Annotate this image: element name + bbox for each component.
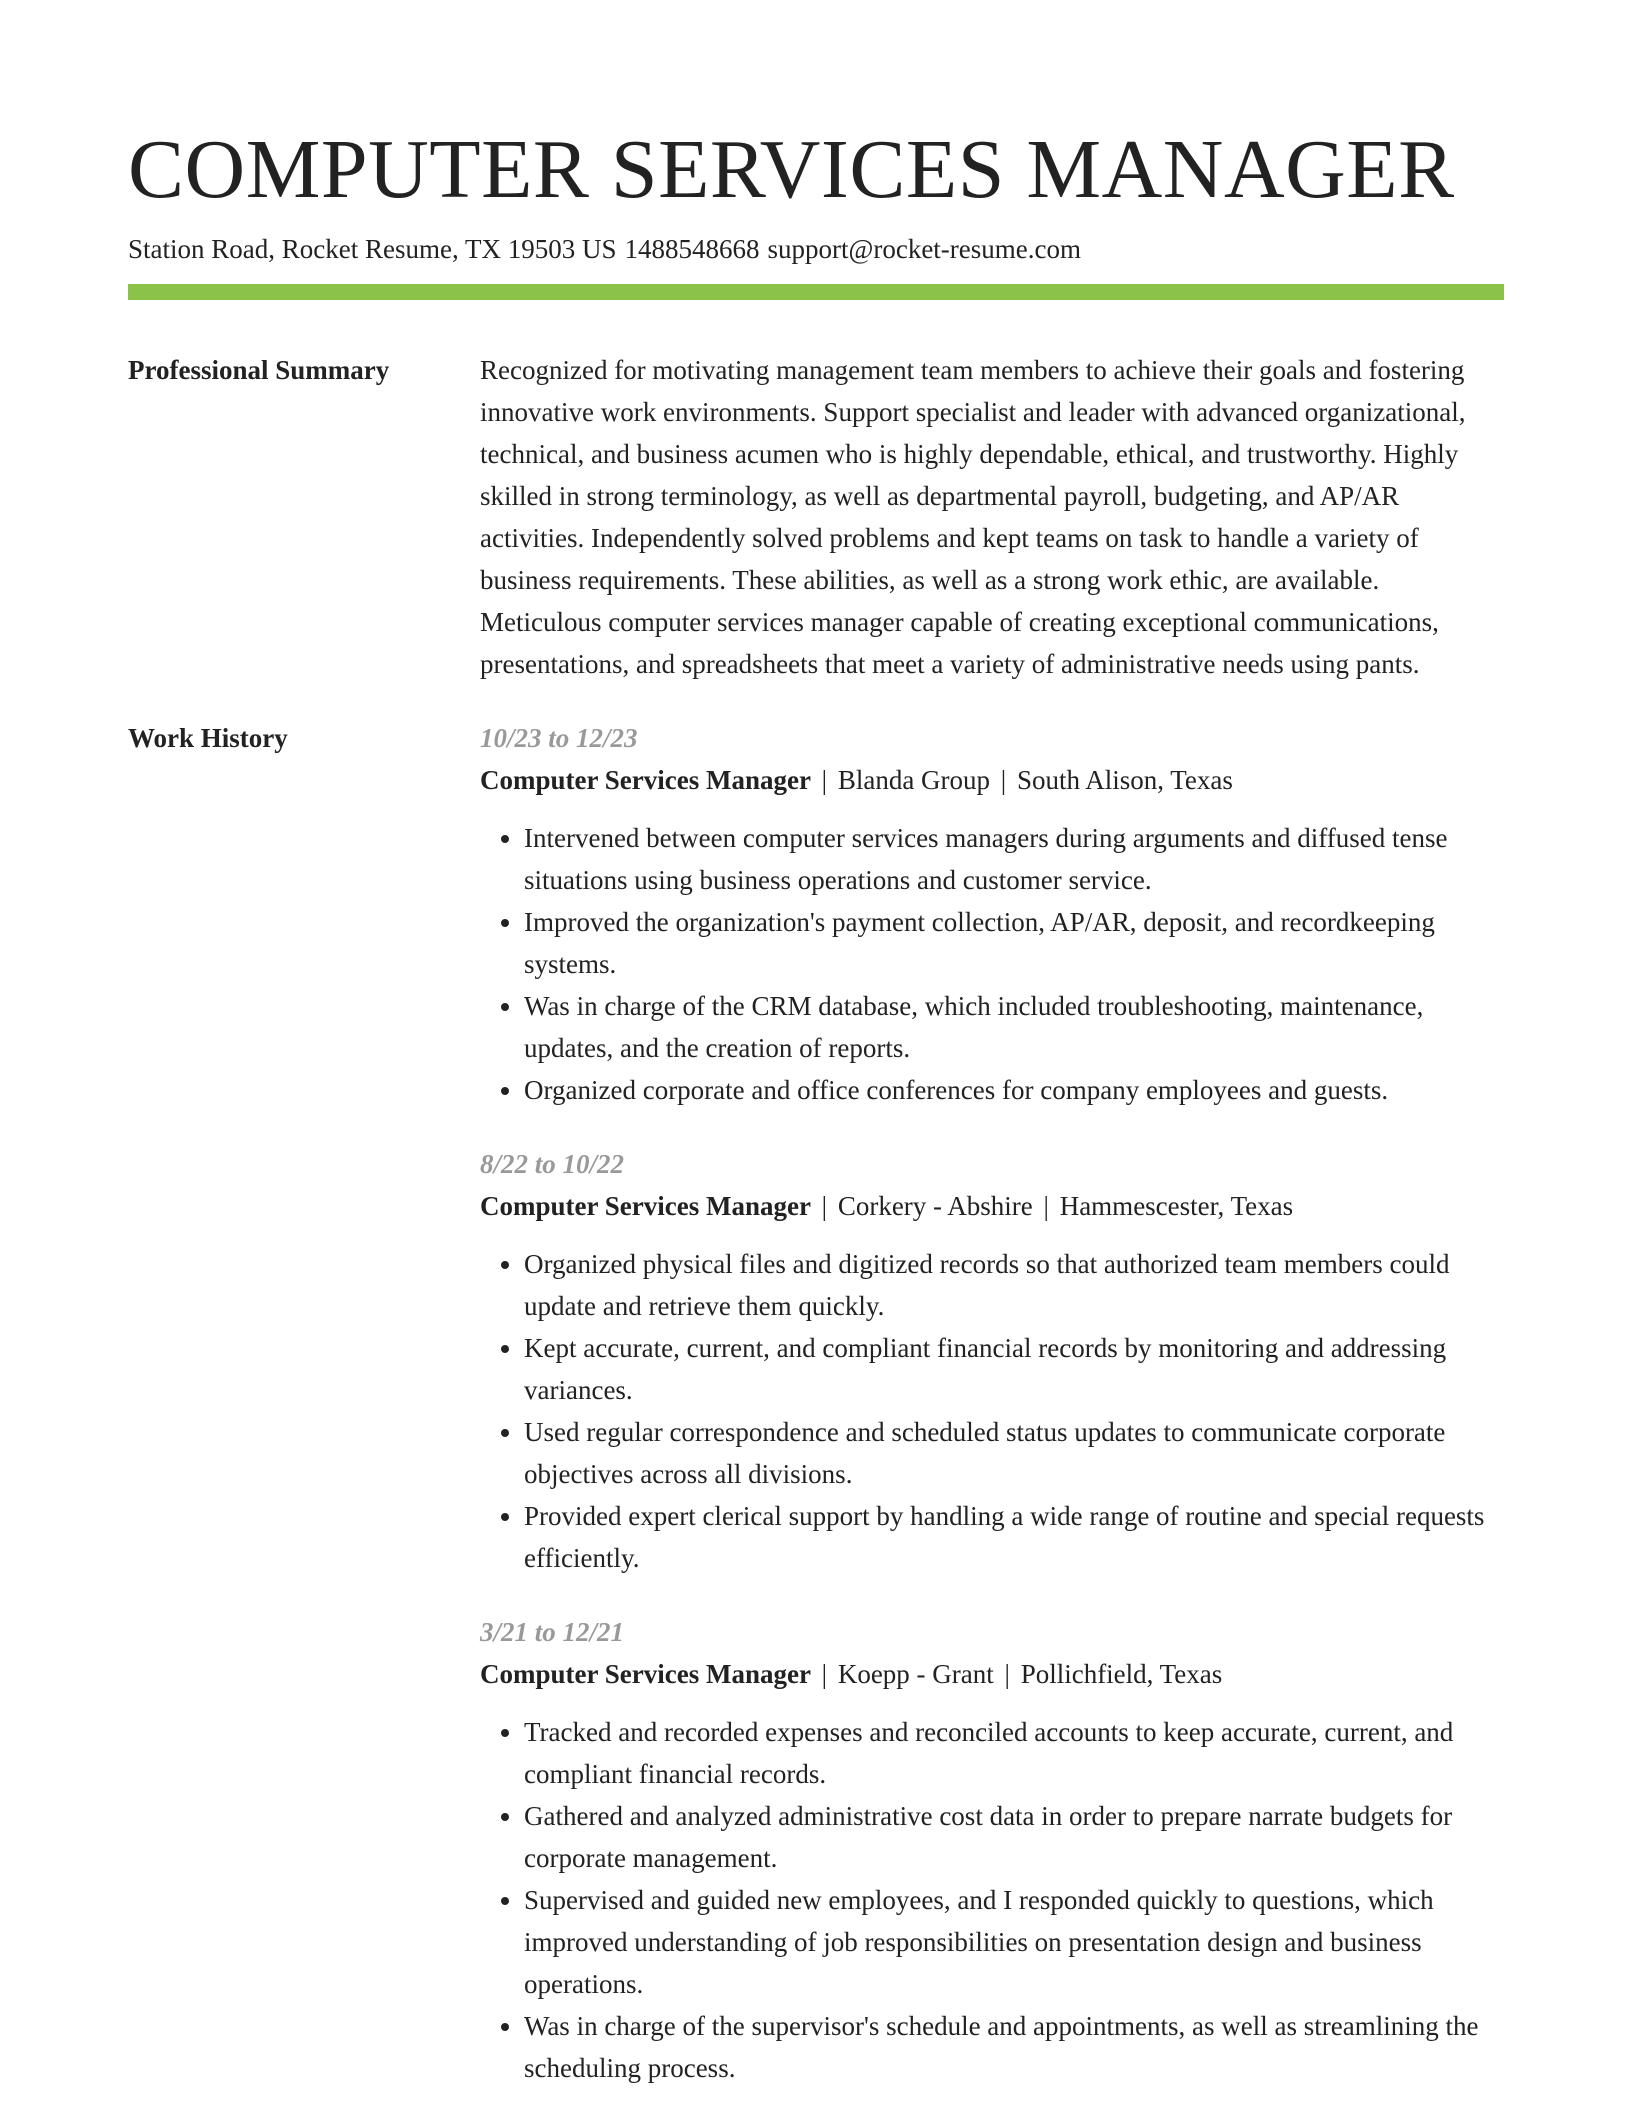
- job-bullet: • Intervened between computer services managers during arguments and diffused tense situations using business operations and customer service.: [524, 817, 1504, 901]
- job-dates: 3/21 to 12/21: [480, 1617, 625, 1647]
- summary-text: Recognized for motivating management team members to achieve their goals and fostering innovative work environments. Support specialist and leader with advanced organizational, technical, and business acumen who is highly dependable, ethical, and trustworthy. Highly skilled in strong terminology, as well as departmental payroll, budgeting, and AP/AR activities. Independently solved problems and kept teams on task to handle a variety of business requirements. These abilities, as well as a strong work ethic, are available. Meticulous computer services manager capable of creating exceptional communications, presentations, and spreadsheets that meet a variety of administrative needs using pants.: [480, 355, 1466, 679]
- job-title: Computer Services Manager: [480, 1659, 811, 1689]
- job-bullet: • Kept accurate, current, and compliant financial records by monitoring and addressing variances.: [524, 1327, 1504, 1411]
- job-separator: |: [1000, 765, 1007, 795]
- job-company: Blanda Group: [837, 765, 991, 795]
- job-bullet: • Was in charge of the supervisor's schedule and appointments, as well as streamlining the scheduling process.: [524, 2005, 1504, 2089]
- contact-email: support@rocket-resume.com: [767, 234, 1082, 264]
- job-title-line: [480, 759, 1504, 801]
- job-separator: |: [821, 1191, 828, 1221]
- job-title-line: [480, 1653, 1504, 1695]
- candidate-name: COMPUTER SERVICES MANAGER: [128, 123, 1455, 216]
- job-dates: 10/23 to 12/23: [480, 723, 638, 753]
- job-location: South Alison, Texas: [1016, 765, 1233, 795]
- work-history-heading: Work History: [128, 723, 288, 753]
- job-bullet: • Organized corporate and office conferences for company employees and guests.: [524, 1069, 1504, 1111]
- job-title: Computer Services Manager: [480, 1191, 811, 1221]
- job-dates: 8/22 to 10/22: [480, 1149, 625, 1179]
- job-separator: |: [821, 765, 828, 795]
- job-bullet: • Was in charge of the CRM database, which included troubleshooting, maintenance, updates, and the creation of reports.: [524, 985, 1504, 1069]
- summary-heading: Professional Summary: [128, 355, 390, 385]
- job-location: Hammescester, Texas: [1059, 1191, 1294, 1221]
- job-bullet: • Supervised and guided new employees, and I responded quickly to questions, which improved understanding of job responsibilities on presentation design and business operations.: [524, 1879, 1504, 2005]
- job-company: Koepp - Grant: [837, 1659, 994, 1689]
- contact-address: Station Road, Rocket Resume, TX 19503 US: [128, 234, 617, 264]
- contact-phone: 1488548668: [624, 234, 760, 264]
- job-title-line: [480, 1185, 1504, 1227]
- job-separator: |: [1043, 1191, 1049, 1221]
- work-history-section: [128, 717, 1504, 2089]
- job-separator: |: [821, 1659, 828, 1689]
- job-bullet: • Provided expert clerical support by handling a wide range of routine and special requests efficiently.: [524, 1495, 1504, 1579]
- job-entry: [480, 717, 1504, 1111]
- job-bullet: • Improved the organization's payment collection, AP/AR, deposit, and recordkeeping systems.: [524, 901, 1504, 985]
- job-separator: |: [1004, 1659, 1010, 1689]
- job-entry: [480, 1143, 1504, 1579]
- work-history-body: [480, 717, 1504, 2089]
- summary-section: [128, 349, 1504, 685]
- job-company: Corkery - Abshire: [837, 1191, 1033, 1221]
- job-location: Pollichfield, Texas: [1020, 1659, 1223, 1689]
- job-entry: [480, 1611, 1504, 2089]
- job-bullet-list: [480, 817, 1504, 1111]
- job-bullet: • Tracked and recorded expenses and reconciled accounts to keep accurate, current, and compliant financial records.: [524, 1711, 1504, 1795]
- contact-line: [128, 232, 1504, 266]
- job-bullet: • Gathered and analyzed administrative cost data in order to prepare narrate budgets for corporate management.: [524, 1795, 1504, 1879]
- job-bullet: • Used regular correspondence and scheduled status updates to communicate corporate objectives across all divisions.: [524, 1411, 1504, 1495]
- header-divider: [128, 284, 1504, 300]
- job-bullet-list: [480, 1711, 1504, 2089]
- job-bullet: • Organized physical files and digitized records so that authorized team members could update and retrieve them quickly.: [524, 1243, 1504, 1327]
- resume-page: [128, 0, 1504, 2089]
- job-title: Computer Services Manager: [480, 765, 811, 795]
- job-bullet-list: [480, 1243, 1504, 1579]
- summary-body: [480, 349, 1504, 685]
